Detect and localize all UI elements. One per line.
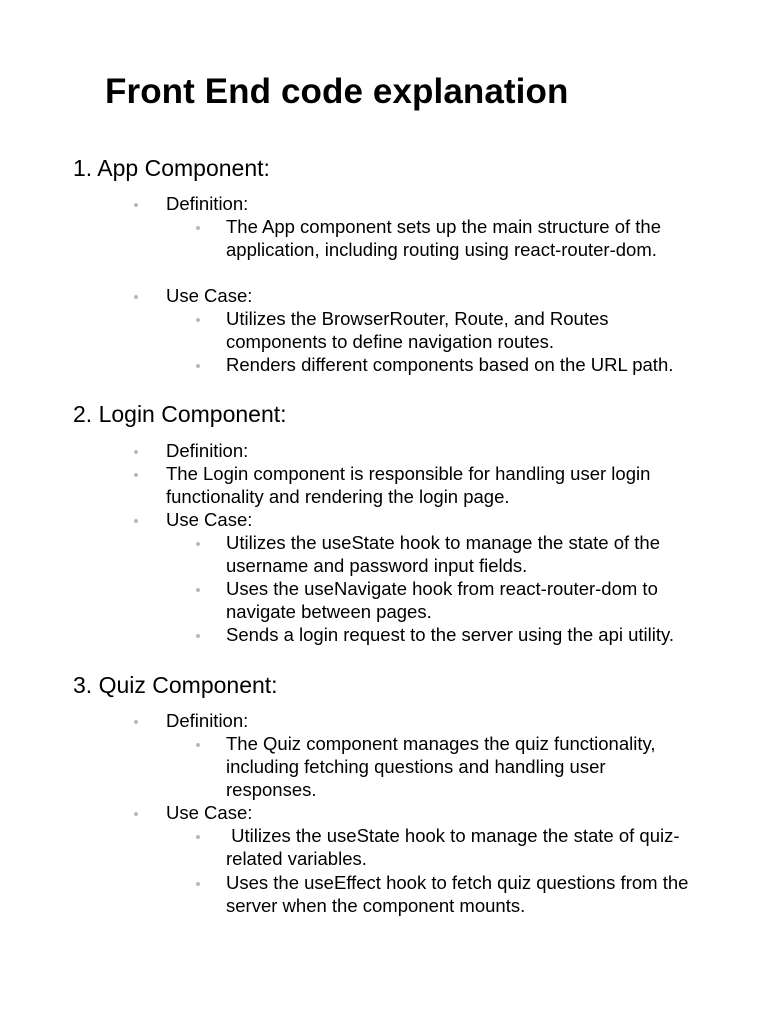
bullet-dot [196,882,200,886]
bullet-dot [196,318,200,322]
use-case-item: Utilizes the useState hook to manage the state of quiz-related variables. [226,825,680,870]
use-case-item: Uses the useNavigate hook from react-router-dom to navigate between pages. [226,578,658,623]
use-case-label: Use Case: [166,285,253,306]
bullet-dot [196,542,200,546]
definition-label: Definition: [166,440,249,461]
definition-item: The Quiz component manages the quiz functionality, including fetching questions and handling user responses. [226,733,656,801]
bullet-dot [134,450,138,454]
use-case-item: Utilizes the BrowserRouter, Route, and Routes components to define navigation routes. [226,308,609,353]
bullet-dot [134,812,138,816]
section-heading-quiz-component: 3. Quiz Component: [73,672,278,698]
bullet-dot [196,835,200,839]
use-case-item: Renders different components based on the URL path. [226,354,674,375]
use-case-item: Utilizes the useState hook to manage the state of the username and password input fields. [226,532,660,577]
definition-label: Definition: [166,193,249,214]
page-title: Front End code explanation [105,72,569,111]
bullet-dot [134,720,138,724]
bullet-dot [196,364,200,368]
bullet-dot [196,743,200,747]
bullet-dot [196,634,200,638]
section-heading-login-component: 2. Login Component: [73,401,287,427]
use-case-item: Sends a login request to the server using the api utility. [226,624,675,645]
use-case-label: Use Case: [166,802,253,823]
use-case-item: Uses the useEffect hook to fetch quiz questions from the server when the component mounts. [226,872,689,917]
section-heading-app-component: 1. App Component: [73,155,270,181]
bullet-dot [196,588,200,592]
bullet-dot [134,519,138,523]
bullet-dot [134,473,138,477]
bullet-dot [134,295,138,299]
definition-label: Definition: [166,710,249,731]
definition-item: The App component sets up the main structure of the application, including routing using react-router-dom. [226,216,662,261]
definition-text: The Login component is responsible for handling user login functionality and rendering the login page. [166,463,651,508]
bullet-dot [196,226,200,230]
bullet-dot [134,203,138,207]
use-case-label: Use Case: [166,509,253,530]
